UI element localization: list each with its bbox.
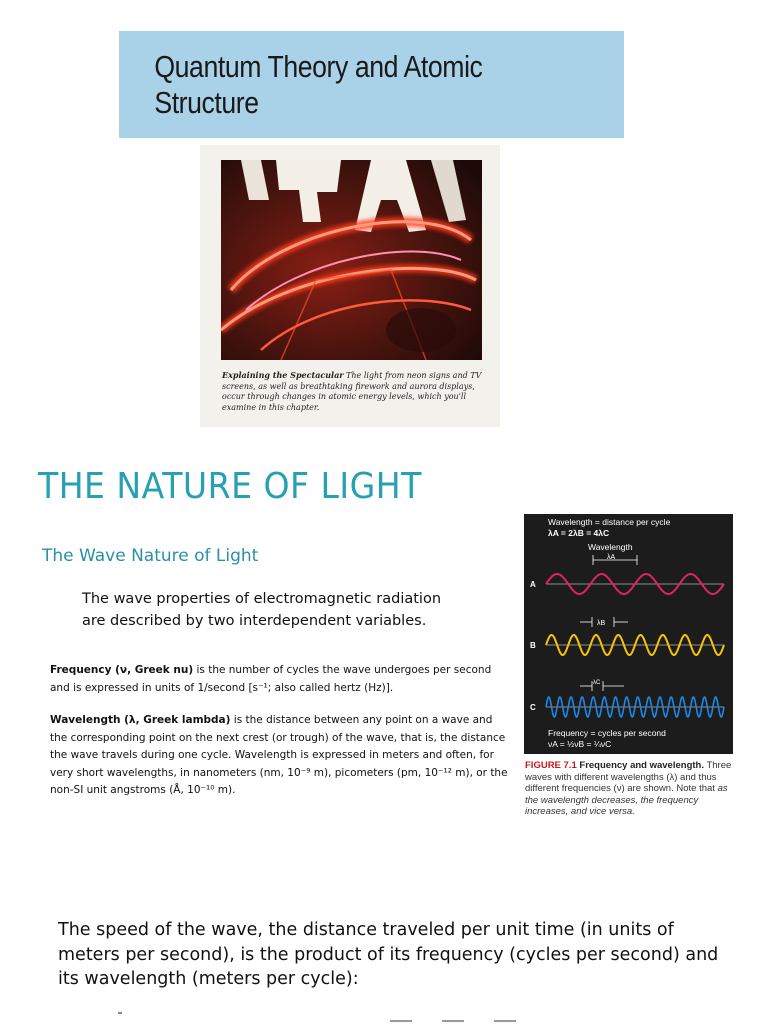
wavelength-term: Wavelength (λ, Greek lambda) xyxy=(50,714,231,726)
page-title: Quantum Theory and Atomic Structure xyxy=(154,48,483,120)
wave-a-label: A xyxy=(530,580,536,589)
wave-b-label: B xyxy=(530,641,536,650)
lambda-c-label: λC xyxy=(593,680,601,686)
frequency-definition xyxy=(50,662,512,697)
wavelength-definition xyxy=(50,712,512,800)
stray-mark xyxy=(118,1012,122,1014)
frequency-term: Frequency (ν, Greek nu) xyxy=(50,664,194,676)
photo-caption xyxy=(222,370,484,413)
figure-caption-title: Frequency and wavelength. xyxy=(579,760,704,771)
photo-caption-text: The light from neon signs and TV screens, as well as breathtaking firework and aurora displays, occur through changes in atomic energy levels, which you'll examine in this chapter. xyxy=(222,371,482,412)
photo-caption-title: Explaining the Spectacular xyxy=(222,370,344,380)
definitions xyxy=(50,662,512,815)
figure-bottom-line1: Frequency = cycles per second xyxy=(548,728,666,738)
title-banner xyxy=(119,31,624,138)
neon-sign-photo xyxy=(221,160,482,360)
cutoff-formula-part xyxy=(390,1020,412,1022)
frequency-text: is the number of cycles the wave undergoes per second and is expressed in units of 1/second [s⁻¹; also called hertz (Hz)]. xyxy=(50,664,492,694)
section-heading: THE NATURE OF LIGHT xyxy=(38,466,422,507)
figure-caption-text: Three waves with different wavelengths (λ) and thus different frequencies (ν) are shown. Note that xyxy=(525,760,732,794)
figure-bottom-line2: νA = ½νB = ¼νC xyxy=(548,739,612,749)
figure-caption-label: FIGURE 7.1 xyxy=(525,760,577,771)
figure-top-line2: λA = 2λB = 4λC xyxy=(548,528,610,538)
wave-diagram xyxy=(524,514,733,754)
lambda-a-label: λA xyxy=(607,554,616,561)
cutoff-formula xyxy=(390,1014,590,1024)
photo-card xyxy=(200,145,500,427)
wave-c-label: C xyxy=(530,703,536,712)
lambda-b-label: λB xyxy=(597,620,606,627)
cutoff-formula-part xyxy=(442,1020,464,1022)
intro-paragraph: The wave properties of electromagnetic radiation are described by two interdependent variables. xyxy=(82,591,442,629)
figure-caption xyxy=(525,760,737,818)
cutoff-formula-part xyxy=(494,1020,516,1022)
wavelength-text: is the distance between any point on a wave and the corresponding point on the next crest (or trough) of the wave, that is, the distance the wave travels during one cycle. Wavelength is expressed in meters and often, for very short wavelengths, in nanometers (nm, 10⁻⁹ m), picometers (pm, 10⁻¹² m), or the non-SI unit angstroms (Å, 10⁻¹⁰ m). xyxy=(50,714,508,796)
figure-top-line1: Wavelength = distance per cycle xyxy=(548,517,671,527)
figure-wavelength-label: Wavelength xyxy=(588,542,633,552)
speed-paragraph: The speed of the wave, the distance traveled per unit time (in units of meters per second), is the product of its frequency (cycles per second) and its wavelength (meters per cycle): xyxy=(58,920,719,989)
section-subheading: The Wave Nature of Light xyxy=(42,546,259,566)
figure-caption-italic: as the wavelength decreases, the frequency increases, and vice versa. xyxy=(525,783,728,817)
figure-panel xyxy=(524,514,733,754)
